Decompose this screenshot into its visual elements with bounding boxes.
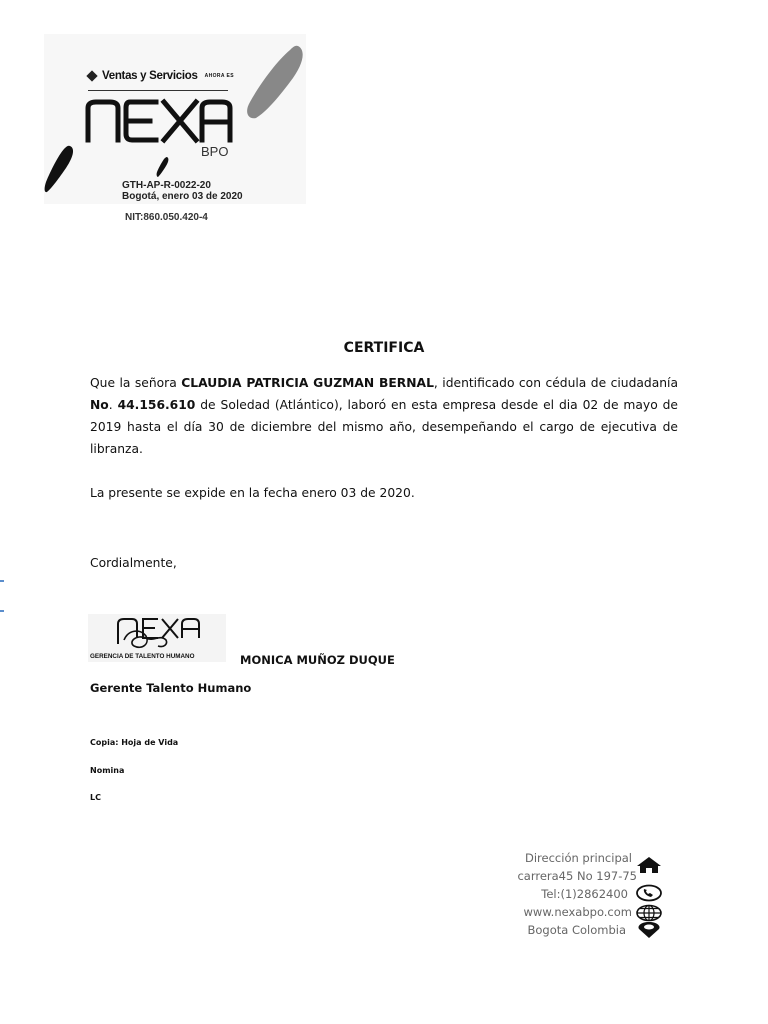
closing-text: Cordialmente, <box>90 556 177 570</box>
letterhead <box>44 34 306 234</box>
document-title: CERTIFICA <box>343 340 425 356</box>
ahora-es-text: AHORA ES <box>204 73 235 79</box>
nomina-line: Nomina <box>90 766 125 775</box>
contact-web: www.nexabpo.com <box>523 905 632 919</box>
location-pin-icon <box>635 921 663 939</box>
phone-icon <box>635 884 663 902</box>
globe-icon <box>635 904 663 922</box>
ventas-y-servicios <box>88 70 234 82</box>
para-text-1: Que la señora <box>90 376 182 390</box>
contact-block <box>490 850 670 950</box>
nit-text: NIT:860.050.420-4 <box>125 212 208 223</box>
contact-city: Bogota Colombia <box>527 923 626 937</box>
contact-address: carrera45 No 197-75 <box>517 869 637 883</box>
stamp-date: Bogotá, enero 03 de 2020 <box>122 191 243 202</box>
ventas-text: Ventas y Servicios <box>102 70 198 82</box>
issued-date-text: La presente se expide en la fecha enero 03 de 2020. <box>90 486 415 500</box>
brush-stroke-small <box>156 156 170 178</box>
home-icon <box>635 856 663 874</box>
diamond-icon <box>86 70 97 81</box>
contact-heading: Dirección principal <box>525 851 632 865</box>
divider-line <box>88 90 228 91</box>
signature <box>88 614 226 662</box>
para-text-2: , identificado con cédula de ciudadanía <box>433 376 679 390</box>
certificate-paragraph <box>90 372 678 460</box>
signer-role: Gerente Talento Humano <box>90 681 252 695</box>
signature-caption: GERENCIA DE TALENTO HUMANO <box>90 653 195 660</box>
bpo-text: BPO <box>201 144 229 159</box>
nexa-logo <box>84 98 234 144</box>
signer-name: MONICA MUÑOZ DUQUE <box>240 653 395 667</box>
para-text-4: de Soledad (Atlántico), laboró en esta empresa desde el dia 02 de mayo de 2019 hasta el día 30 de diciembre del mismo año, desempeñando el cargo de ejecutiva de libranza. <box>90 398 678 456</box>
id-label: No <box>90 398 109 412</box>
brush-stroke-top <box>240 42 310 122</box>
lc-line: LC <box>90 793 101 802</box>
employee-name: CLAUDIA PATRICIA GUZMAN BERNAL <box>181 376 434 390</box>
stamp <box>122 180 243 202</box>
contact-phone: Tel:(1)2862400 <box>541 887 628 901</box>
para-text-3: . <box>108 398 118 412</box>
stamp-code: GTH-AP-R-0022-20 <box>122 180 211 191</box>
copy-line: Copia: Hoja de Vida <box>90 738 179 747</box>
edge-mark <box>0 610 4 612</box>
id-number: 44.156.610 <box>117 398 196 412</box>
brush-stroke-left <box>44 144 76 194</box>
signature-drawing <box>88 614 226 662</box>
brand-text: NEXA <box>84 98 87 99</box>
edge-mark <box>0 580 4 582</box>
